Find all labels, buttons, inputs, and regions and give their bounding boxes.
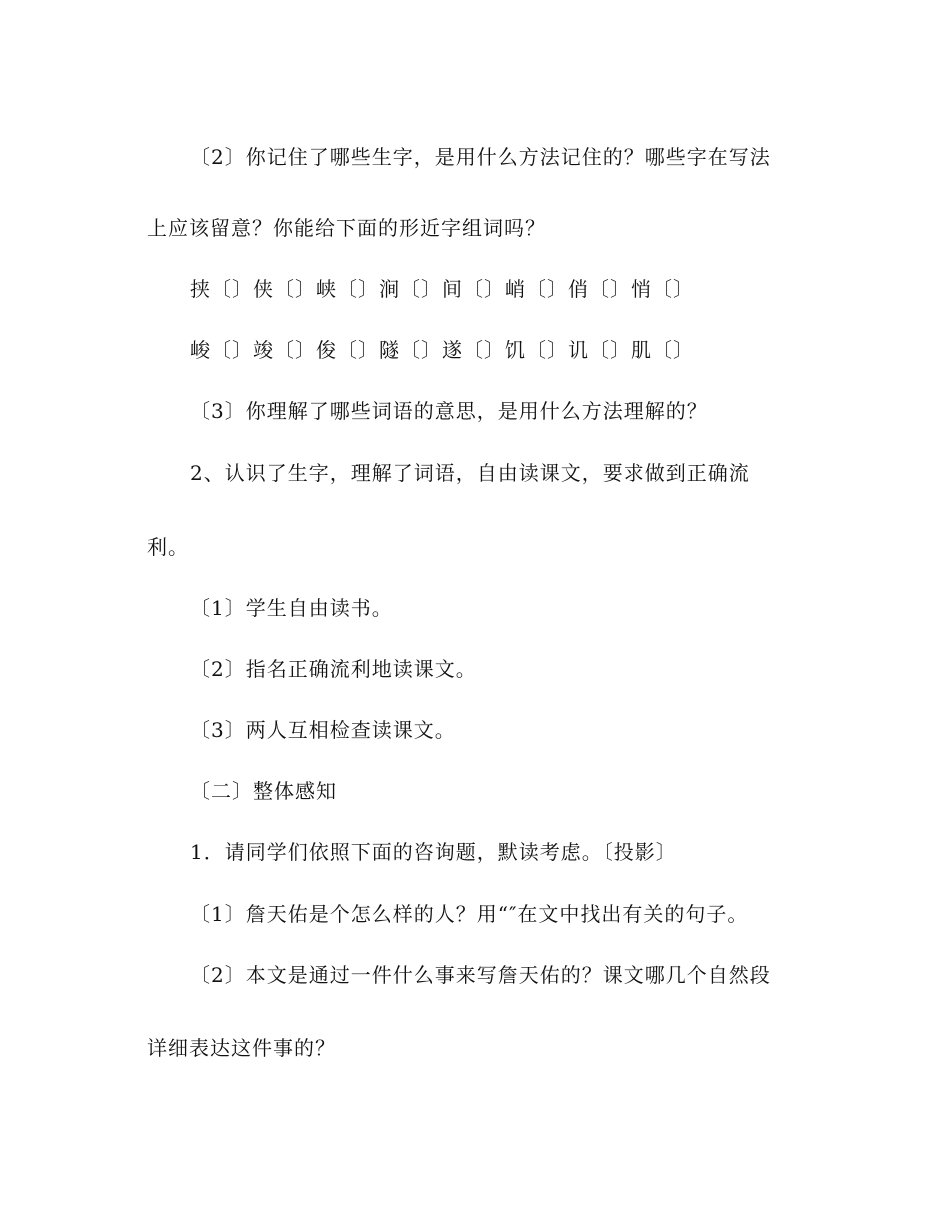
question-line-3: 详细表达这件事的？: [147, 1036, 336, 1060]
paragraph-line-5: 利。: [147, 535, 189, 559]
question-line-2: 〔2〕本文是通过一件什么事来写詹天佑的？课文哪几个自然段: [190, 963, 771, 987]
word-exercise-line-2: 峻〔〕竣〔〕俊〔〕隧〔〕遂〔〕饥〔〕讥〔〕肌〔〕: [190, 338, 694, 362]
list-item-2: 〔2〕指名正确流利地读课文。: [190, 657, 477, 681]
paragraph-line-6: 1．请同学们依照下面的咨询题，默读考虑。〔投影〕: [190, 840, 677, 864]
list-item-3: 〔3〕两人互相检查读课文。: [190, 718, 456, 742]
paragraph-line-4: 2、认识了生字，理解了词语，自由读课文，要求做到正确流: [190, 461, 750, 485]
paragraph-line-1: 〔2〕你记住了哪些生字，是用什么方法记住的？哪些字在写法: [190, 145, 771, 169]
word-exercise-line-1: 挟〔〕侠〔〕峡〔〕涧〔〕间〔〕峭〔〕俏〔〕悄〔〕: [190, 277, 694, 301]
paragraph-line-3: 〔3〕你理解了哪些词语的意思，是用什么方法理解的？: [190, 399, 708, 423]
paragraph-line-2: 上应该留意？你能给下面的形近字组词吗？: [147, 216, 546, 240]
section-heading: 〔二〕整体感知: [190, 779, 337, 803]
question-line-1: 〔1〕詹天佑是个怎么样的人？用“″在文中找出有关的句子。: [190, 902, 749, 926]
list-item-1: 〔1〕学生自由读书。: [190, 596, 393, 620]
